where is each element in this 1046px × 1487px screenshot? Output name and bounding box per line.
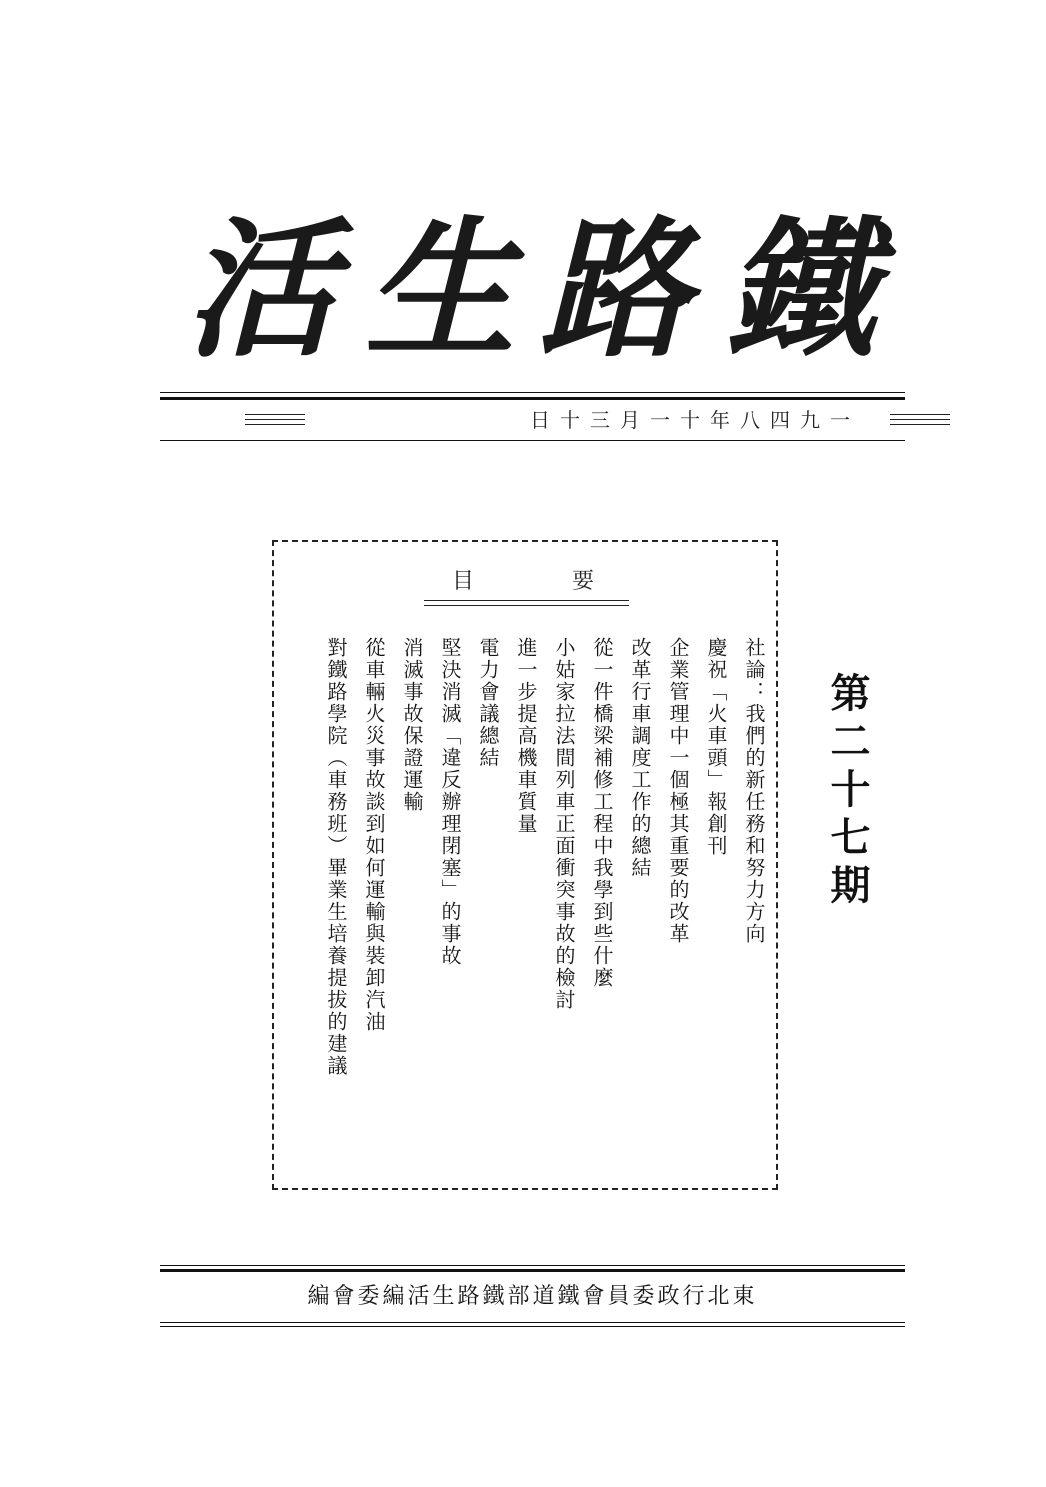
masthead-rule [160, 392, 905, 393]
date-ornament [890, 414, 950, 429]
masthead-char: 鐵 [725, 202, 876, 378]
toc-item[interactable]: 對鐵路學院（車務班）畢業生培養提拔的建議 [324, 637, 348, 1077]
masthead-char: 生 [365, 202, 516, 378]
masthead-title [185, 195, 875, 385]
toc-item[interactable]: 電力會議總結 [476, 637, 500, 769]
editor-rule [160, 1265, 905, 1266]
editor-rule [160, 1326, 905, 1327]
editor-credit: 編會委編活生路鐵部道鐵會員委政行北東 [307, 1284, 758, 1309]
editor-rule [160, 1322, 905, 1323]
toc-box [272, 540, 778, 1190]
date-rule [160, 440, 905, 441]
issue-date: 日十三月一十年八四九一 [530, 408, 860, 432]
masthead-char: 活 [185, 202, 336, 378]
toc-header-rule [424, 600, 629, 601]
masthead-char: 路 [540, 202, 691, 378]
toc-list [294, 637, 764, 1157]
toc-header-char: 目 [452, 569, 475, 594]
toc-item[interactable]: 小姑家拉法間列車正面衝突事故的檢討 [552, 637, 576, 1011]
toc-header [424, 567, 624, 597]
toc-item[interactable]: 企業管理中一個極其重要的改革 [666, 637, 690, 945]
issue-number: 第二十七期 [824, 672, 871, 912]
toc-item[interactable]: 堅決消滅「違反辦理閉塞」的事故 [438, 637, 462, 967]
date-row [160, 405, 905, 435]
toc-item[interactable]: 從一件橋梁補修工程中我學到些什麼 [590, 637, 614, 989]
toc-header-char: 要 [572, 569, 595, 594]
toc-item[interactable]: 社論：我們的新任務和努力方向 [742, 637, 766, 945]
toc-item[interactable]: 消滅事故保證運輸 [400, 637, 424, 813]
toc-item[interactable]: 改革行車調度工作的總結 [628, 637, 652, 879]
toc-item[interactable]: 從車輛火災事故談到如何運輸與裝卸汽油 [362, 637, 386, 1033]
toc-item[interactable]: 進一步提高機車質量 [514, 637, 538, 835]
editor-rule [160, 1269, 905, 1272]
toc-header-rule [424, 605, 629, 606]
masthead-rule [160, 397, 905, 400]
toc-item[interactable]: 慶祝「火車頭」報創刊 [704, 637, 728, 857]
date-ornament [245, 414, 305, 429]
